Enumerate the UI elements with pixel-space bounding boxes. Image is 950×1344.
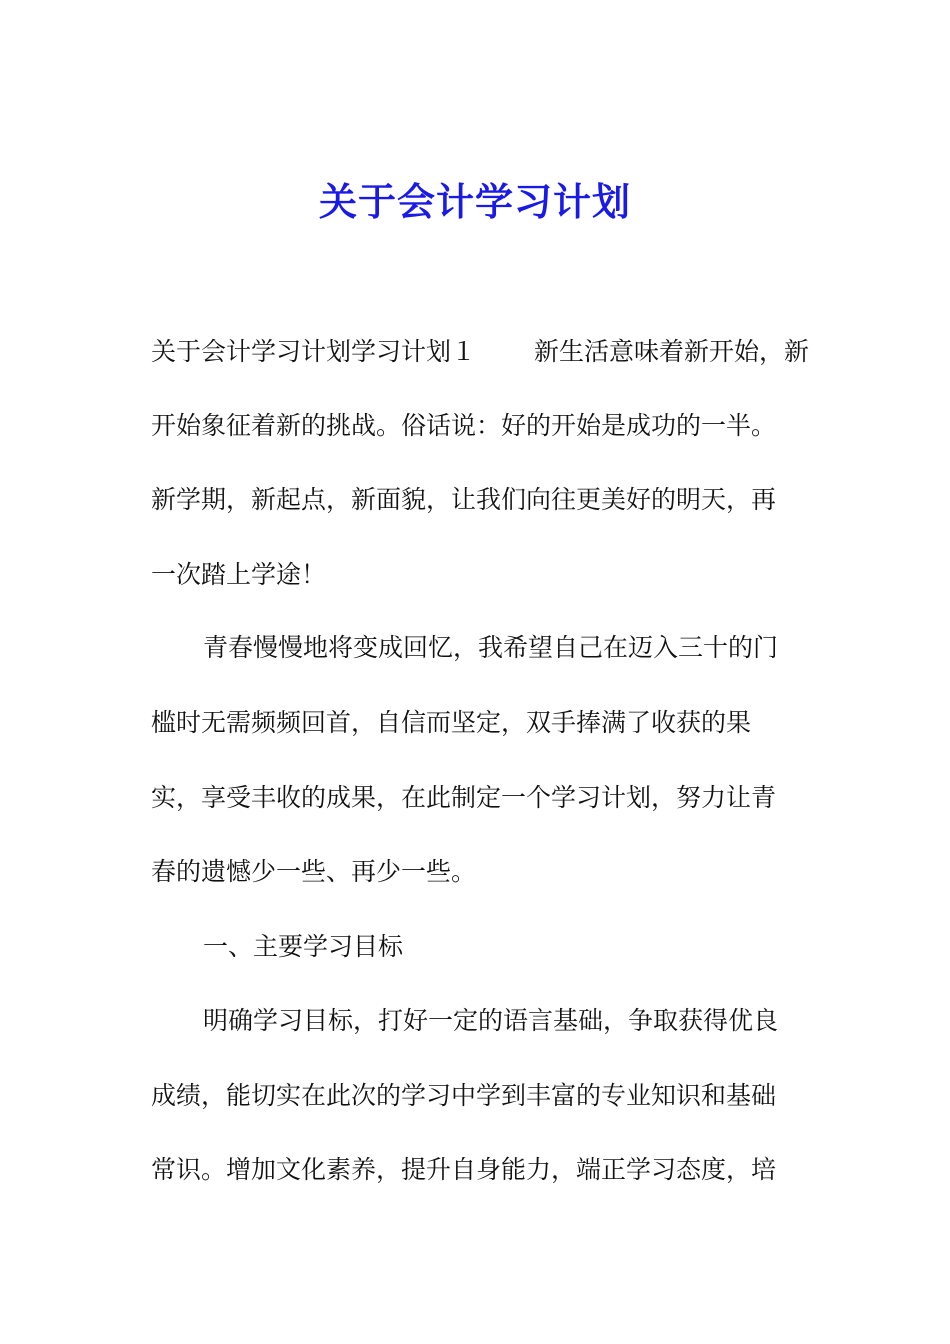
section-heading: 一、主要学习目标: [203, 932, 404, 961]
paragraph-line: 青春慢慢地将变成回忆，我希望自己在迈入三十的门: [203, 633, 779, 662]
paragraph-line: 明确学习目标，打好一定的语言基础，争取获得优良: [203, 1006, 779, 1035]
paragraph-line: 成绩，能切实在此次的学习中学到丰富的专业知识和基础: [151, 1081, 777, 1110]
paragraph-line: 春的遗憾少一些、再少一些。: [151, 857, 477, 886]
paragraph-line: 新学期，新起点，新面貌，让我们向往更美好的明天，再: [151, 485, 777, 514]
section-heading-inline: 关于会计学习计划学习计划１: [151, 337, 477, 366]
paragraph-line: 常识。增加文化素养，提升自身能力，端正学习态度，培: [151, 1155, 777, 1184]
paragraph-line: 实，享受丰收的成果，在此制定一个学习计划，努力让青: [151, 783, 777, 812]
paragraph-text: 新生活意味着新开始，新: [534, 337, 810, 366]
paragraph-line: 槛时无需频频回首，自信而坚定，双手捧满了收获的果: [151, 708, 752, 737]
document-title: 关于会计学习计划: [318, 180, 631, 224]
paragraph-line: [151, 334, 809, 370]
paragraph-line: 开始象征着新的挑战。俗话说：好的开始是成功的一半。: [151, 411, 777, 440]
paragraph-line: 一次踏上学途！: [151, 560, 327, 589]
